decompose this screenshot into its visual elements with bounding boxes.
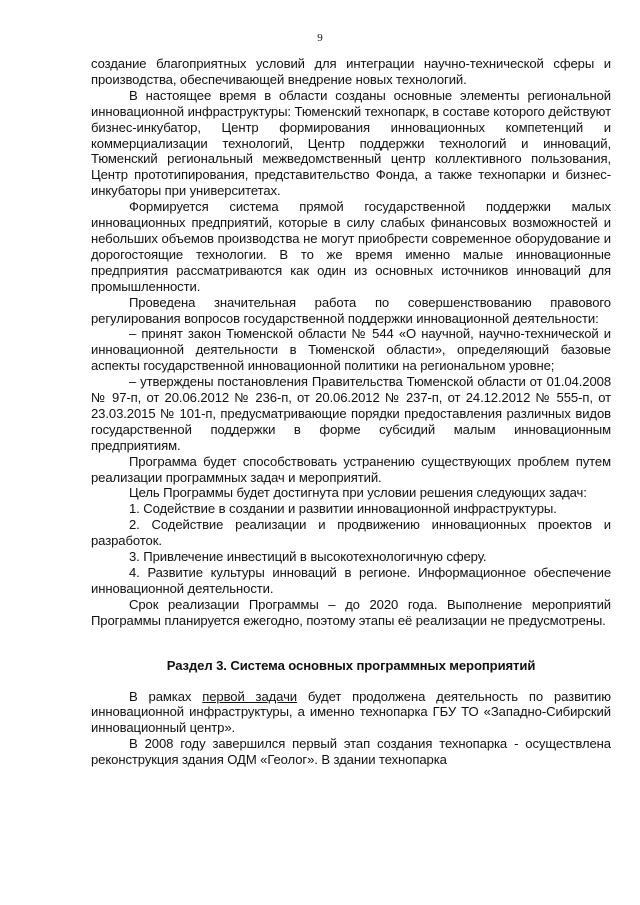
task-item-1: 1. Содействие в создании и развитии инновационной инфраструктуры. [129,501,557,517]
paragraph-program-term: Срок реализации Программы – до 2020 года. Выполнение мероприятий Программы планируется ежегодно, поэтому этапы её реализации не предусмотрены. [91,596,611,628]
section-heading: Раздел 3. Система основных программных мероприятий [166,657,536,673]
task-item-2: 2. Содействие реализации и продвижению инновационных проектов и разработок. [91,517,611,549]
first-task-intro: В рамках [129,688,203,704]
paragraph-technopark-2008: В 2008 году завершился первый этап создания технопарка - осуществлена реконструкция здания ОДМ «Геолог». В здании технопарка [91,736,611,768]
page-number: 9 [317,32,323,44]
paragraph-resolutions: – утверждены постановления Правительства Тюменской области от 01.04.2008 № 97-п, от 20.06.2012 № 236-п, от 20.06.2012 № 237-п, от 24.12.2012 № 555-п, от 23.03.2015 № 101-п, предусматривающие порядки предоставления различных видов государственной поддержки в форме субсидий малым инновационным предприятиям. [91,374,611,453]
paragraph-program-problems: Программа будет способствовать устранению существующих проблем путем реализации программных задач и мероприятий. [91,453,611,485]
task-item-3: 3. Привлечение инвестиций в высокотехнологичную сферу. [129,549,487,565]
paragraph-legal-regulation: Проведена значительная работа по совершенствованию правового регулирования вопросов государственной поддержки инновационной деятельности: [91,294,611,326]
first-task-underlined: первой задачи [202,688,298,704]
paragraph-first-task [91,689,611,737]
paragraph-infrastructure: В настоящее время в области созданы основные элементы региональной инновационной инфраструктуры: Тюменский технопарк, в составе которого действуют бизнес-инкубатор, Центр формирования инновационных компетенций и коммерциализации технологий, Центр поддержки технологий и инноваций, Тюменский региональный межведомственный центр коллективного пользования, Центр прототипирования, представительство Фонда, а также технопарки и бизнес-инкубаторы при университетах. [91,87,611,199]
first-task-rest: будет продолжена деятельность по развитию инновационной инфраструктуры, а именно технопарка ГБУ ТО «Западно-Сибирский инновационный центр». [91,688,611,736]
document-body [91,56,611,768]
paragraph-law-544: – принят закон Тюменской области № 544 «О научной, научно-технической и инновационной деятельности в Тюменской области», определяющий базовые аспекты государственной инновационной политики на региональном уровне; [91,326,611,374]
paragraph-continuation: создание благоприятных условий для интеграции научно-технической сферы и производства, обеспечивающей внедрение новых технологий. [91,56,611,87]
task-item-4: 4. Развитие культуры инноваций в регионе. Информационное обеспечение инновационной деятельности. [91,565,611,596]
paragraph-state-support: Формируется система прямой государственной поддержки малых инновационных предприятий, которые в силу слабых финансовых возможностей и небольших объемов производства не могут приобрести современное оборудование и дорогостоящие технологии. В то же время именно малые инновационные предприятия рассматриваются как один из основных источников инноваций для промышленности. [91,199,611,294]
paragraph-program-goal: Цель Программы будет достигнута при условии решения следующих задач: [129,485,587,501]
